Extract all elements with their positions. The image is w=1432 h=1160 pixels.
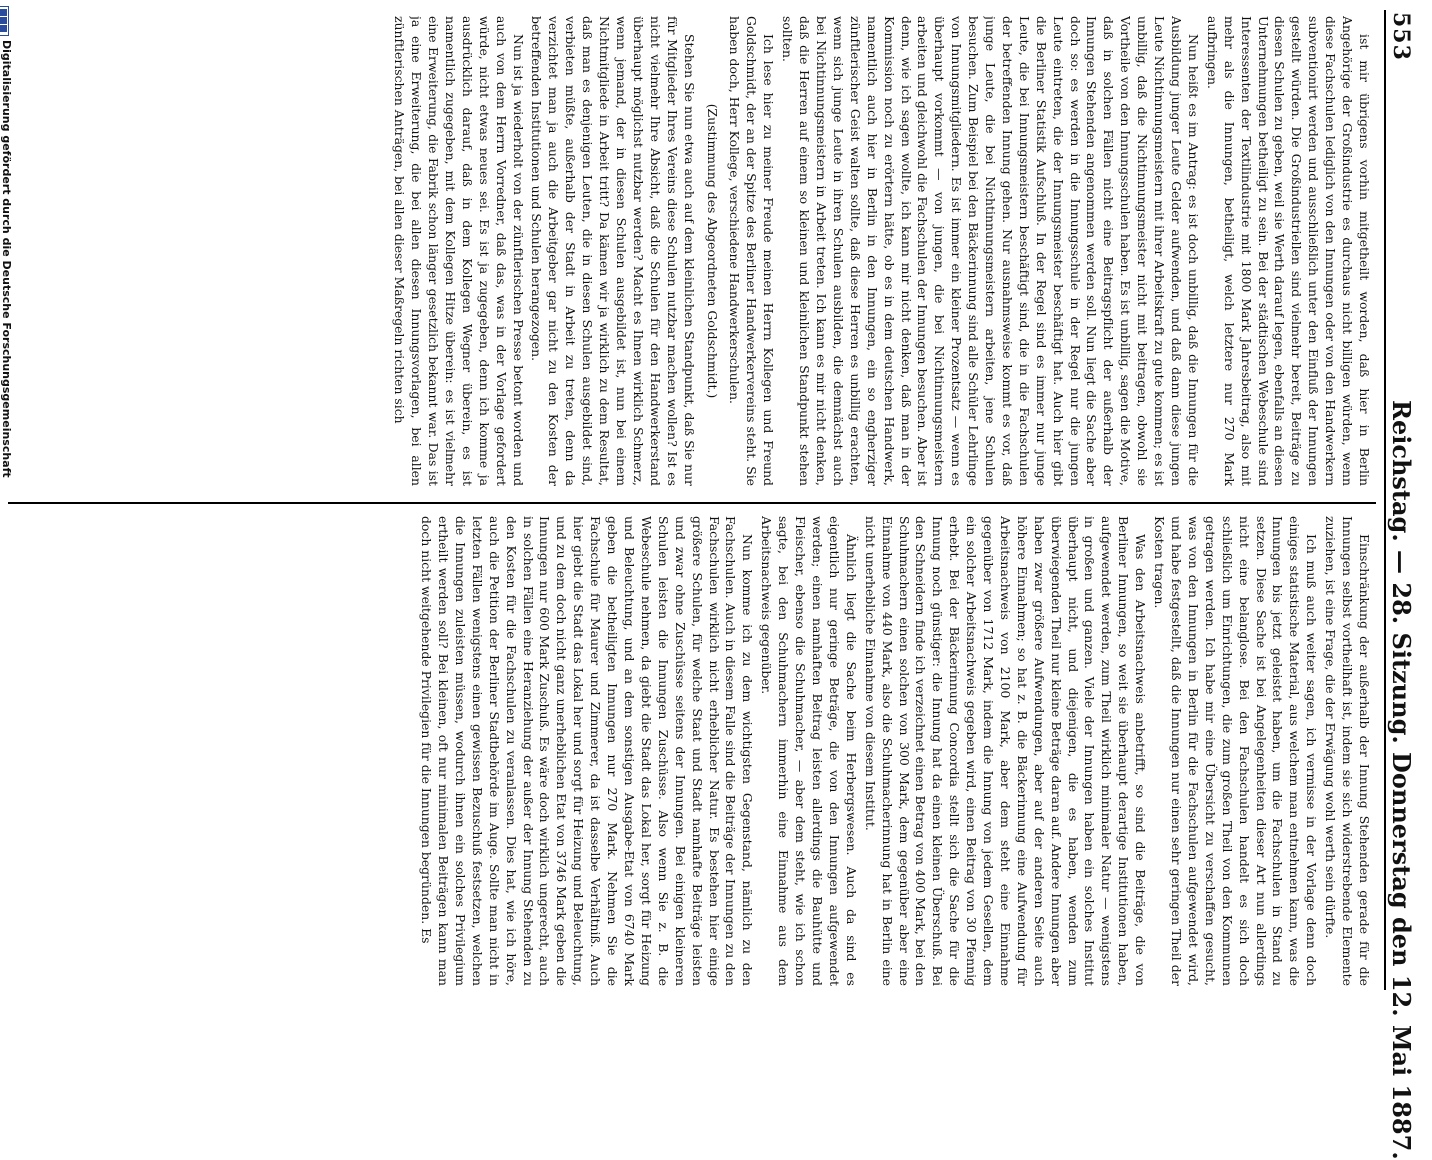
paragraph: Nun heißt es im Antrag: es ist doch unbillig, daß die Innungen für die Ausbildung junger Leute Gelder aufwenden, und daß dann diese jungen Leute Nichtinnungsmeistern mit ihrer Arbeitskraft zu gute kommen; es ist unbillig, daß die Nichtinnungsmeister nicht mit beitragen, obwohl sie Vortheile von den Innungsschulen haben. Es ist unbillig, sagen die Motive, daß in solchen Fällen nicht eine Beitragspflicht der außerhalb der Innungen Stehenden angenommen werden soll. Nun liegt die Sache aber doch so: es werden in die Innungsschule in der Regel nur die jungen Leute eintreten, die der Innungsmeister beschäftigt hat. Auch hier gibt die Berliner Statistik Aufschluß. In der Regel sind es immer nur junge Leute, die bei Innungsmeistern beschäftigt sind, die in die Fachschulen der betreffenden Innung gehen. Nur ausnahmsweise kommt es vor, daß junge Leute, die bei Nichtinnungsmeistern arbeiten, jene Schulen besuchen. Zum Beispiel bei den Bäckerinnung sind alle Schüler Lehrlinge von Innungsmitgliedern. Es ist immer ein kleiner Prozentsatz — wenn es überhaupt vorkommt — von jungen, die bei Nichtinnungsmeistern arbeiten und gleichwohl die Fachschulen der Innungen besuchen. Aber ist denn, wie ich sagen wollte, ich kann mir nicht denken, daß man in der Kommission noch zu erörtern hätte, ob es in dem deutschen Handwerk, namentlich auch hier in Berlin in den Innungen, ein so engherziger zünftlerischer Geist walten sollte, daß diese Herren es unbillig erachten, wenn sich junge Leute in ihren Schulen ausbilden, die demnächst auch bei Nichtinnungsmeistern in Arbeit treten. Ich kann es mir nicht denken, daß die Herren auf einem so kleinen und kleinlichen Standpunkt stehen sollten.	[780, 16, 1201, 486]
paragraph: Ich lese hier zu meiner Freude meinen Herrn Kollegen und Freund Goldschmidt, der an der Spitze des Berliner Handwerkervereins steht. Sie haben doch, Herr Kollege, verschiedene Handwerkerschulen.	[727, 16, 777, 486]
header-rule	[1384, 10, 1386, 990]
left-text-column	[12, 16, 1372, 486]
paragraph: Nun ist ja wiederholt von der zünftlerischen Presse betont worden und auch von dem Herrn Vorredner, daß das, was in der Vorlage gefordert würde, nicht etwas neues sei. Es ist ja zugegeben, denn ich komme ja ausdrücklich darauf, daß in dem Kollegen Wegner überein, es ist namentlich zugegeben, mit dem Kollegen Hitze überein: es ist vielmehr eine Erweiterung, die Fabrik schon länger gesetzlich bekannt war. Das ist ja eine Erweiterung, die bei allen diesen Innungsvorlagen, bei allen zünftlerischen Anträgen, bei allen dieser Maßregeln richten sich	[392, 16, 526, 486]
column-divider	[8, 502, 1376, 504]
page-number: 553	[1388, 12, 1414, 61]
credit-text: Digitalisierung gefördert durch die Deutsche Forschungsgemeinschaft	[0, 40, 13, 478]
paragraph: Stehen Sie nun etwa auch auf dem kleinlichen Standpunkt, daß Sie nur für Mitglieder Ihres Vereins diese Schulen nutzbar machen wollen? Ist es nicht vielmehr Ihre Absicht, daß die Schulen für den Handwerkerstand überhaupt möglichst nutzbar werden? Macht es Ihnen wirklich Schmerz, wenn jemand, der in diesen Schulen ausgebildet ist, nun bei einem Nichtmitgliede in Arbeit tritt? Da kämen wir ja wirklich zu dem Resultat, daß man es denjenigen Leuten, die in diesen Schulen ausgebildet sind, verbieten müßte, außerhalb der Stadt in Arbeit zu treten, denn da verzichtet man ja auch die Arbeitgeber gar nicht zu den Kosten der betreffenden Institutionen und Schulen herangezogen.	[529, 16, 697, 486]
paragraph: Einschränkung der außerhalb der Innung Stehenden gerade für die Innungen selbst vortheilhaft ist, indem sie sich widerstrebende Elemente zuziehen, ist eine Frage, die der Erwägung wohl werth sein dürfte.	[1323, 516, 1372, 986]
paragraph: Ähnlich liegt die Sache beim Herbergswesen. Auch da sind es eigentlich nur geringe Beträge, die von den Innungen aufgewendet werden; einen namhaften Beitrag leisten allerdings die Bauhütte und Fleischer, ebenso die Schuhmacher, — aber dem steht, wie ich schon sagte, bei den Schuhmachern immerhin eine Einnahme aus dem Arbeitsnachweis gegenüber.	[759, 516, 859, 986]
running-head: Reichstag. — 28. Sitzung. Donnerstag den 12. Mai 1887.	[1387, 400, 1416, 1160]
digitization-credit	[0, 0, 13, 1000]
page-header	[1380, 0, 1420, 1160]
paragraph: Was den Arbeitsnachweis anbetrifft, so sind die Beiträge, die von Berliner Innungen, so weit sie überhaupt derartige Institutionen haben, aufgewendet werden, zum Theil wirklich minimaler Natur — wenigstens in großen und ganzen. Viele der Innungen haben ein solches Institut überhaupt nicht, und diejenigen, die es haben, wenden zum überwiegenden Theil nur kleine Beträge daran auf. Andere Innungen aber haben zwar größere Aufwendungen, aber auf der anderen Seite auch höhere Einnahmen; so hat z. B. die Bäckerinnung eine Aufwendung für Arbeitsnachweis von 2100 Mark, aber dem steht eine Einnahme gegenüber von 1712 Mark, indem die Innung von jedem Gesellen, dem ein solcher Arbeitsnachweis gegeben wird, einen Beitrag von 30 Pfennig erhebt. Bei der Bäckerinnung Concordia stellt sich die Sache für die Innung noch günstiger: die Innung hat da einen kleinen Überschuß. Bei den Schneidern finde ich verzeichnet einen Betrag von 400 Mark, bei den Schuhmachern einen solchen von 300 Mark, dem gegenüber aber eine Einnahme von 440 Mark, also die Schuhmacherinnung hat in Berlin eine nicht unerhebliche Einnahme von diesem Institut.	[862, 516, 1149, 986]
paragraph: Nun komme ich zu dem wichtigsten Gegenstand, nämlich zu den Fachschulen. Auch in diesem Falle sind die Beiträge der Innungen zu den Fachschulen wirklich nicht erheblicher Natur. Es bestehen hier einige größere Schulen, für welche Staat und Stadt namhafte Beiträge leisten und zwar ohne Zuschüsse seitens der Innungen. Bei einigen kleineren Schulen leisten die Innungen Zuschüsse. Also wenn Sie z. B. die Webeschule nehmen, da giebt die Stadt das Lokal her, sorgt für Heizung und Beleuchtung, und an dem sonstigen Ausgabe-Etat von 6740 Mark geben die betheiligten Innungen nur 270 Mark. Nehmen Sie die Fachschule für Maurer und Zimmerer, da ist dasselbe Verhältniß. Auch hier giebt die Stadt das Lokal her und sorgt für Heizung und Beleuchtung, und zu dem doch nicht ganz unerheblichen Etat von 3746 Mark geben die Innungen nur 600 Mark Zuschuß. Es wäre doch wirklich ungerecht, auch in solchen Fällen eine Heranziehung der außer der Innung Stehenden zu den Kosten für die Fachschulen zu veranlassen. Dies hat, wie ich höre, auch die Petition der Berliner Stadtbehörde im Auge. Sollte man nicht in letzten Fällen wenigstens einen gewissen Bezuschuß festsetzen, welchen die Innungen zuleisten müssen, wodurch ihnen ein solches Privilegium ertheilt werden soll? Bei kleinen, oft nur minimalen Beiträgen kann man doch nicht weitgehende Privilegien für die Innungen begründen. Es	[419, 516, 756, 986]
right-text-column	[12, 516, 1372, 986]
dfg-logo-icon	[0, 6, 9, 36]
paragraph: Ich muß auch weiter sagen, ich vermisse in der Vorlage denn doch einiges statistische Material, aus welchem man entnehmen kann, was die Innungen bis jetzt geleistet haben, um die Fachschulen in Stand zu setzen. Diese Sache ist bei Angelegenheiten dieser Art nun allerdings nicht eine belanglose. Bei den Fachschulen handelt es sich doch schließlich um Einrichtungen, die zum großen Theil von den Kommunen getragen werden. Ich habe mir eine Übersicht zu verschaffen gesucht, was von den Innungen in Berlin für die Fachschulen aufgewendet wird, und habe festgestellt, daß die Innungen nur einen sehr geringen Theil der Kosten tragen.	[1152, 516, 1320, 986]
paragraph: (Zustimmung des Abgeordneten Goldschmidt.)	[704, 103, 720, 399]
paragraph: ist mir übrigens vorhin mitgetheilt worden, daß hier in Berlin Angehörige der Großindustrie es durchaus nicht billigen würden, wenn diese Fachschulen lediglich von den Innungen oder von den Handwerkern subventionirt werden und ausschließlich unter den Einfluß der Innungen gestellt würden. Die Großindustriellen sind vielmehr bereit, Beiträge zu diesen Schulen zu geben, weil sie Werth darauf legen, ebenfalls an diesen Unternehmungen betheiligt zu sein. Bei der städtischen Webeschule sind Interessenten der Textilindustrie mit 1800 Mark Jahresbeitrag, also mit mehr als die Innungen, betheiligt, welch letztere nur 270 Mark aufbringen.	[1204, 16, 1372, 486]
